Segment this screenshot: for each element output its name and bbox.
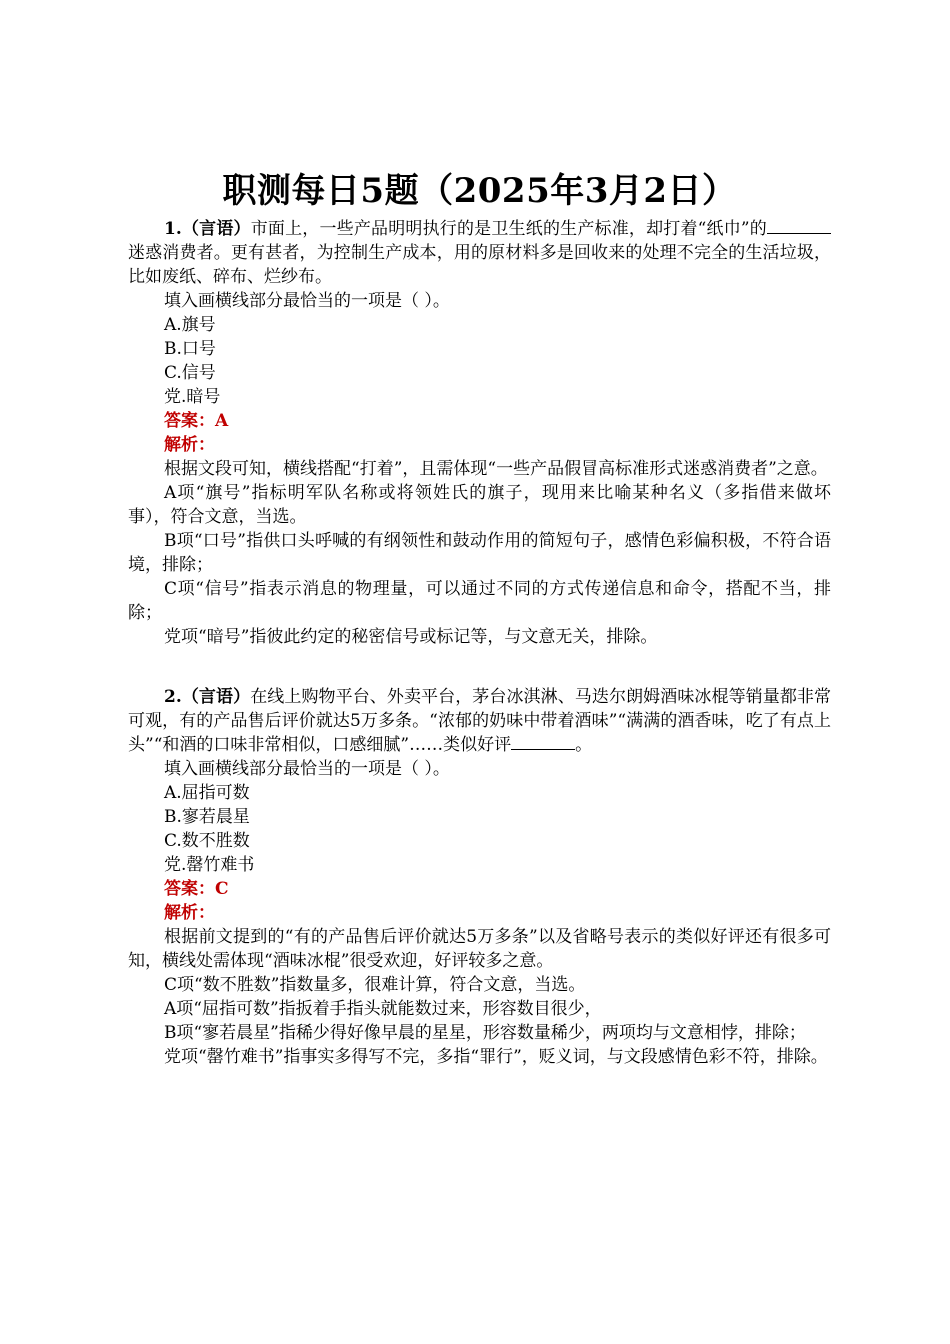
analysis-paragraph: B项“寥若晨星”指稀少得好像早晨的星星，形容数量稀少，两项均与文意相悖，排除； bbox=[164, 1023, 806, 1043]
option-c: C.数不胜数 bbox=[164, 831, 250, 851]
question-stem bbox=[128, 217, 831, 289]
analysis-paragraph: A项“旗号”指标明军队名称或将领姓氏的旗子，现用来比喻某种名义（多指借来做坏事），符合文意，当选。 bbox=[128, 483, 831, 527]
analysis-paragraph: 党项“罄竹难书”指事实多得写不完，多指“罪行”，贬义词，与文段感情色彩不符，排除。 bbox=[164, 1047, 828, 1067]
option-a: A.旗号 bbox=[164, 315, 216, 335]
analysis-paragraph: 根据前文提到的“有的产品售后评价就达5万多条”以及省略号表示的类似好评还有很多可知，横线处需体现“酒味冰棍”很受欢迎，好评较多之意。 bbox=[128, 927, 831, 971]
analysis-paragraph: A项“屈指可数”指扳着手指头就能数过来，形容数目很少， bbox=[164, 999, 602, 1019]
question-separator bbox=[128, 649, 831, 685]
stem-text-after: 。 bbox=[575, 735, 593, 755]
option-c: C.信号 bbox=[164, 363, 216, 383]
question-label: 2.（言语） bbox=[164, 687, 251, 707]
question-2 bbox=[128, 685, 831, 1069]
question-label: 1.（言语） bbox=[164, 219, 251, 239]
analysis-label: 解析： bbox=[164, 435, 215, 455]
stem-text-after: 迷惑消费者。更有甚者，为控制生产成本，用的原材料多是回收来的处理不完全的生活垃圾，比如废纸、碎布、烂纱布。 bbox=[128, 243, 831, 287]
option-d: 党.暗号 bbox=[164, 387, 221, 407]
analysis-paragraph: 根据文段可知，横线搭配“打着”，且需体现“一些产品假冒高标准形式迷惑消费者”之意。 bbox=[164, 459, 828, 479]
page-title: 职测每日5题（2025年3月2日） bbox=[222, 171, 737, 211]
question-1 bbox=[128, 217, 831, 649]
stem-text-before: 在线上购物平台、外卖平台，茅台冰淇淋、马迭尔朗姆酒味冰棍等销量都非常可观，有的产品售后评价就达5万多条。“浓郁的奶味中带着酒味”“满满的酒香味，吃了有点上头”“和酒的口味非常相似，口感细腻”……类似好评 bbox=[128, 687, 832, 755]
fill-blank bbox=[511, 735, 575, 750]
option-d: 党.罄竹难书 bbox=[164, 855, 255, 875]
answer: 答案：C bbox=[164, 879, 229, 899]
stem-text-before: 市面上，一些产品明明执行的是卫生纸的生产标准，却打着“纸巾”的 bbox=[250, 219, 767, 239]
fill-blank bbox=[767, 219, 831, 234]
option-a: A.屈指可数 bbox=[164, 783, 250, 803]
option-b: B.口号 bbox=[164, 339, 216, 359]
answer: 答案：A bbox=[164, 411, 229, 431]
analysis-paragraph: B项“口号”指供口头呼喊的有纲领性和鼓动作用的简短句子，感情色彩偏积极，不符合语境，排除； bbox=[128, 531, 831, 575]
question-stem bbox=[128, 685, 831, 757]
analysis-paragraph: 党项“暗号”指彼此约定的秘密信号或标记等，与文意无关，排除。 bbox=[164, 627, 658, 647]
document-page bbox=[128, 165, 831, 1069]
option-b: B.寥若晨星 bbox=[164, 807, 250, 827]
analysis-paragraph: C项“信号”指表示消息的物理量，可以通过不同的方式传递信息和命令，搭配不当，排除； bbox=[128, 579, 831, 623]
analysis-label: 解析： bbox=[164, 903, 215, 923]
analysis-paragraph: C项“数不胜数”指数量多，很难计算，符合文意，当选。 bbox=[164, 975, 586, 995]
question-prompt: 填入画横线部分最恰当的一项是（ ）。 bbox=[164, 759, 450, 779]
question-prompt: 填入画横线部分最恰当的一项是（ ）。 bbox=[164, 291, 450, 311]
